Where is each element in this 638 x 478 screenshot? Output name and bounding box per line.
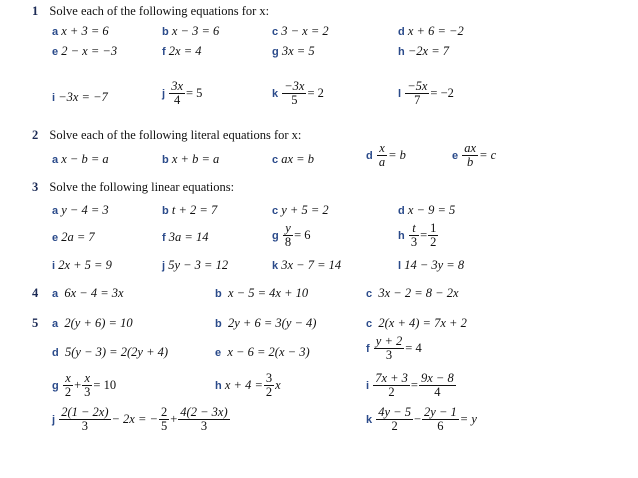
fraction: $\frac{y + 2}{3}$ <box>375 334 403 363</box>
fraction: $\frac{x}{3}$ <box>84 371 91 400</box>
q2-item-a: a x − b = a <box>52 152 109 166</box>
q2-item-b: b x + b = a <box>162 152 220 166</box>
question-3-header <box>32 180 234 195</box>
q3-item-a: a y − 4 = 3 <box>52 203 109 217</box>
q1-item-e: e 2 − x = −3 <box>52 44 118 58</box>
question-number: 2 <box>32 128 39 142</box>
q3-item-i: i 2x + 5 = 9 <box>52 258 112 272</box>
q2-item-d: d $\frac{x}{a}$ = b <box>366 141 406 170</box>
q5-item-k: k $\frac{4y - 5}{2}$ − $\frac{2y - 1}{6}$ = y <box>366 405 477 434</box>
question-number: 5 <box>32 316 39 330</box>
q5-item-f: f $\frac{y + 2}{3}$ = 4 <box>366 334 422 363</box>
q3-item-k: k 3x − 7 = 14 <box>272 258 342 272</box>
fraction: $\frac{x}{2}$ <box>64 371 72 400</box>
q5-item-a: a 2(y + 6) = 10 <box>52 316 133 330</box>
q3-item-c: c y + 5 = 2 <box>272 203 329 217</box>
q2-item-e: e $\frac{ax}{b}$ = c <box>452 141 497 170</box>
q3-item-l: l 14 − 3y = 8 <box>398 258 465 272</box>
fraction: $\frac{9x - 8}{4}$ <box>420 371 454 400</box>
question-text: Solve each of the following literal equations for x: <box>49 128 302 142</box>
q5-item-b: b 2y + 6 = 3(y − 4) <box>215 316 317 330</box>
q1-item-a: a x + 3 = 6 <box>52 24 109 38</box>
q1-item-j: j $\frac{3x}{4}$ = 5 <box>162 79 203 108</box>
q5-item-g: g $\frac{x}{2}$ + $\frac{x}{3}$ = 10 <box>52 371 117 400</box>
fraction: $\frac{1}{2}$ <box>430 221 437 250</box>
q3-item-d: d x − 9 = 5 <box>398 203 456 217</box>
q3-item-j: j 5y − 3 = 12 <box>162 258 229 272</box>
q3-item-f: f 3a = 14 <box>162 230 209 244</box>
q4-item-b: b x − 5 = 4x + 10 <box>215 286 309 300</box>
fraction: $\frac{y}{8}$ <box>284 221 292 250</box>
q1-item-l: l $\frac{-5x}{7}$ = −2 <box>398 79 454 108</box>
fraction: $\frac{4y - 5}{2}$ <box>378 405 411 434</box>
question-text: Solve the following linear equations: <box>49 180 235 194</box>
fraction: $\frac{ax}{b}$ <box>464 141 477 170</box>
question-number: 3 <box>32 180 39 194</box>
q1-item-g: g 3x = 5 <box>272 44 315 58</box>
q1-item-f: f 2x = 4 <box>162 44 202 58</box>
q1-item-c: c 3 − x = 2 <box>272 24 329 38</box>
question-number: 4 <box>32 286 39 300</box>
q1-item-h: h −2x = 7 <box>398 44 450 58</box>
q5-item-i: i $\frac{7x + 3}{2}$ = $\frac{9x - 8}{4}$ <box>366 371 454 400</box>
fraction: $\frac{2y - 1}{6}$ <box>424 405 457 434</box>
q1-item-b: b x − 3 = 6 <box>162 24 220 38</box>
question-1-header <box>32 4 269 19</box>
fraction: $\frac{4(2 - 3x)}{3}$ <box>180 405 228 434</box>
q5-item-h: h x + 4 = $\frac{3}{2}$ x <box>215 371 281 400</box>
q5-item-e: e x − 6 = 2(x − 3) <box>215 345 310 359</box>
fraction: $\frac{7x + 3}{2}$ <box>375 371 408 400</box>
q4-item-c: c 3x − 2 = 8 − 2x <box>366 286 459 300</box>
question-5-header <box>32 316 38 331</box>
fraction: $\frac{t}{3}$ <box>410 221 418 250</box>
fraction: $\frac{3}{2}$ <box>265 371 273 400</box>
q5-item-d: d 5(y − 3) = 2(2y + 4) <box>52 345 169 359</box>
q1-item-i: i −3x = −7 <box>52 90 108 104</box>
fraction: $\frac{2(1 - 2x)}{3}$ <box>61 405 109 434</box>
fraction: $\frac{-3x}{5}$ <box>284 79 305 108</box>
q3-item-g: g $\frac{y}{8}$ = 6 <box>272 221 311 250</box>
q1-item-d: d x + 6 = −2 <box>398 24 464 38</box>
q1-item-k: k $\frac{-3x}{5}$ = 2 <box>272 79 324 108</box>
q3-item-b: b t + 2 = 7 <box>162 203 218 217</box>
q3-item-e: e 2a = 7 <box>52 230 95 244</box>
question-text: Solve each of the following equations for x: <box>49 4 270 18</box>
fraction: $\frac{x}{a}$ <box>378 141 386 170</box>
q4-item-a: a 6x − 4 = 3x <box>52 286 124 300</box>
fraction: $\frac{-5x}{7}$ <box>407 79 428 108</box>
q5-item-c: c 2(x + 4) = 7x + 2 <box>366 316 467 330</box>
question-number: 1 <box>32 4 39 18</box>
question-4-header <box>32 286 38 301</box>
fraction: $\frac{2}{5}$ <box>160 405 168 434</box>
q2-item-c: c ax = b <box>272 152 314 166</box>
question-2-header <box>32 128 301 143</box>
q5-item-j: j $\frac{2(1 - 2x)}{3}$ − 2x = − $\frac{2}{5}$ + $\frac{4(2 - 3x)}{3}$ <box>52 405 228 434</box>
q3-item-h: h $\frac{t}{3}$ = $\frac{1}{2}$ <box>398 221 437 250</box>
fraction: $\frac{3x}{4}$ <box>171 79 183 108</box>
